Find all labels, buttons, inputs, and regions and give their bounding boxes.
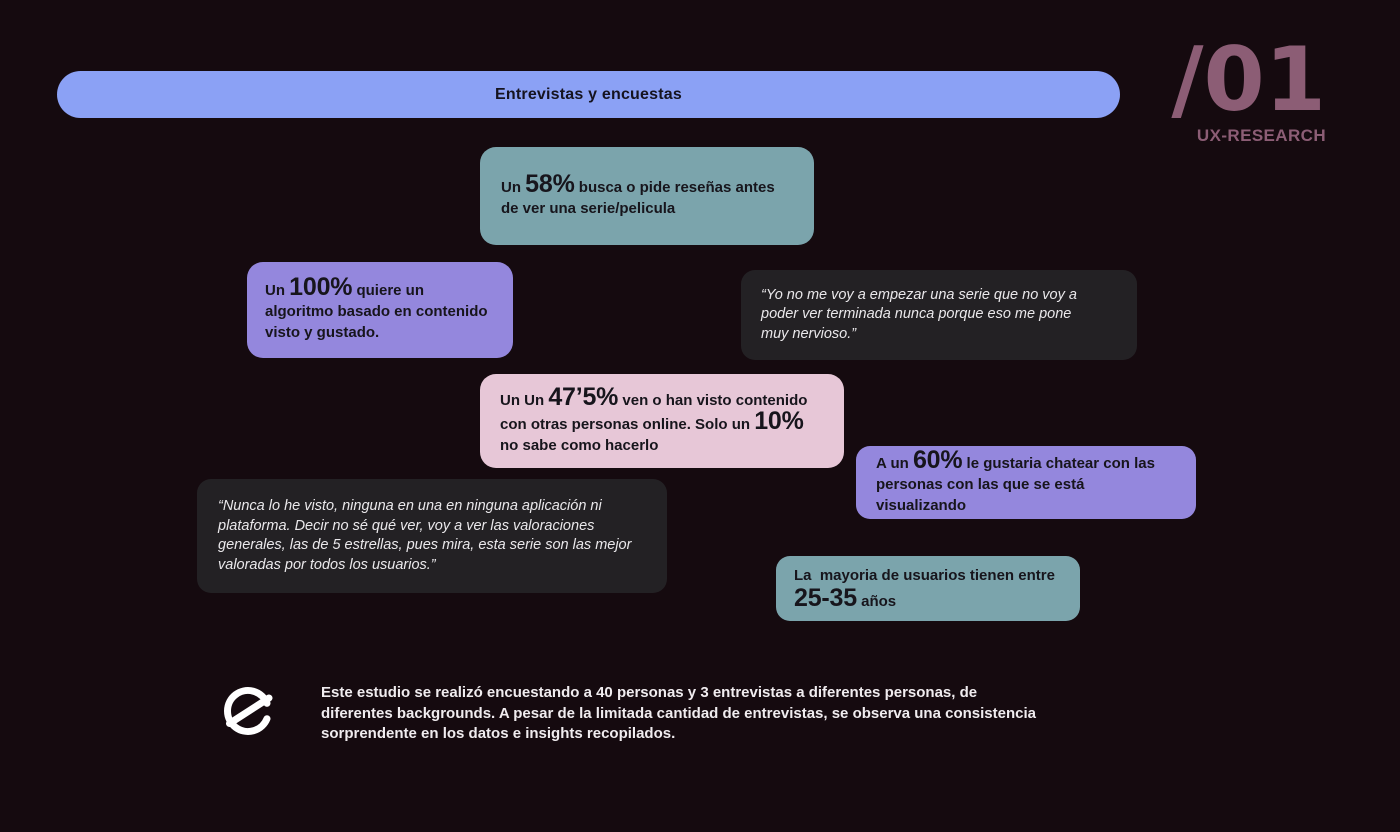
section-number-badge [1171,28,1326,146]
stat-post: no sabe como hacerlo [500,415,808,454]
stat-value: 100% [289,273,353,301]
stat-post: le gustaria chatear con las personas con las que se está visualizando [876,454,1160,514]
stat-text-chat [876,445,1176,516]
quote-text-series: “Yo no me voy a empezar una serie que no voy a poder ver terminada nunca porque eso me pone muy nervioso.” [761,286,1081,342]
stat-value-2: 10% [754,406,804,435]
stat-value: 25-35 [794,583,857,612]
stat-card-age [776,556,1080,621]
stat-text-algorithm [265,273,495,343]
e-logo-icon [221,684,275,738]
stat-card-algorithm [247,262,513,358]
stat-text-watch-online [500,382,824,456]
stat-post: años [856,592,897,610]
stat-card-reviews [480,147,814,245]
stat-value: 58% [525,169,575,198]
stat-pre: La mayoria de usuarios tienen entre [794,566,1060,584]
stat-card-watch-online [480,374,844,468]
stat-post: quiere un algoritmo basado en contenido visto y gustado. [265,282,492,341]
quote-card-series [741,270,1137,360]
study-note: Este estudio se realizó encuestando a 40 personas y 3 entrevistas a diferentes personas, de diferentes backgrounds. A pesar de la limitada cantidad de entrevistas, se observa una consistencia sorprendente en los datos e insights recopilados. [321,684,1036,743]
stat-value: 60% [912,445,963,474]
stat-mid: ven o han visto contenido con otras personas online. Solo un [500,391,812,433]
stat-pre: A un [876,454,913,472]
section-header-pill [57,71,1120,118]
stat-post: busca o pide reseñas antes de ver una serie/pelicula [501,178,779,217]
quote-card-ratings [197,479,667,593]
stat-value-1: 47’5% [548,382,619,411]
section-title: Entrevistas y encuestas [495,85,682,103]
stat-pre: Un [265,282,290,299]
stat-text-reviews [501,169,793,219]
section-label: UX-RESEARCH [1196,125,1326,145]
quote-text-ratings: “Nunca lo he visto, ninguna en una en ninguna aplicación ni plataforma. Decir no sé qué ver, voy a ver las valoraciones generales, las de 5 estrellas, pues mira, esta serie son las mejor valoradas por todos los usuarios.” [218,498,636,573]
section-number: /01 [1171,28,1326,131]
stat-text-age [794,565,1062,613]
stat-pre: Un [501,178,526,196]
stat-pre: Un Un [500,391,549,409]
stat-card-chat [856,446,1196,519]
